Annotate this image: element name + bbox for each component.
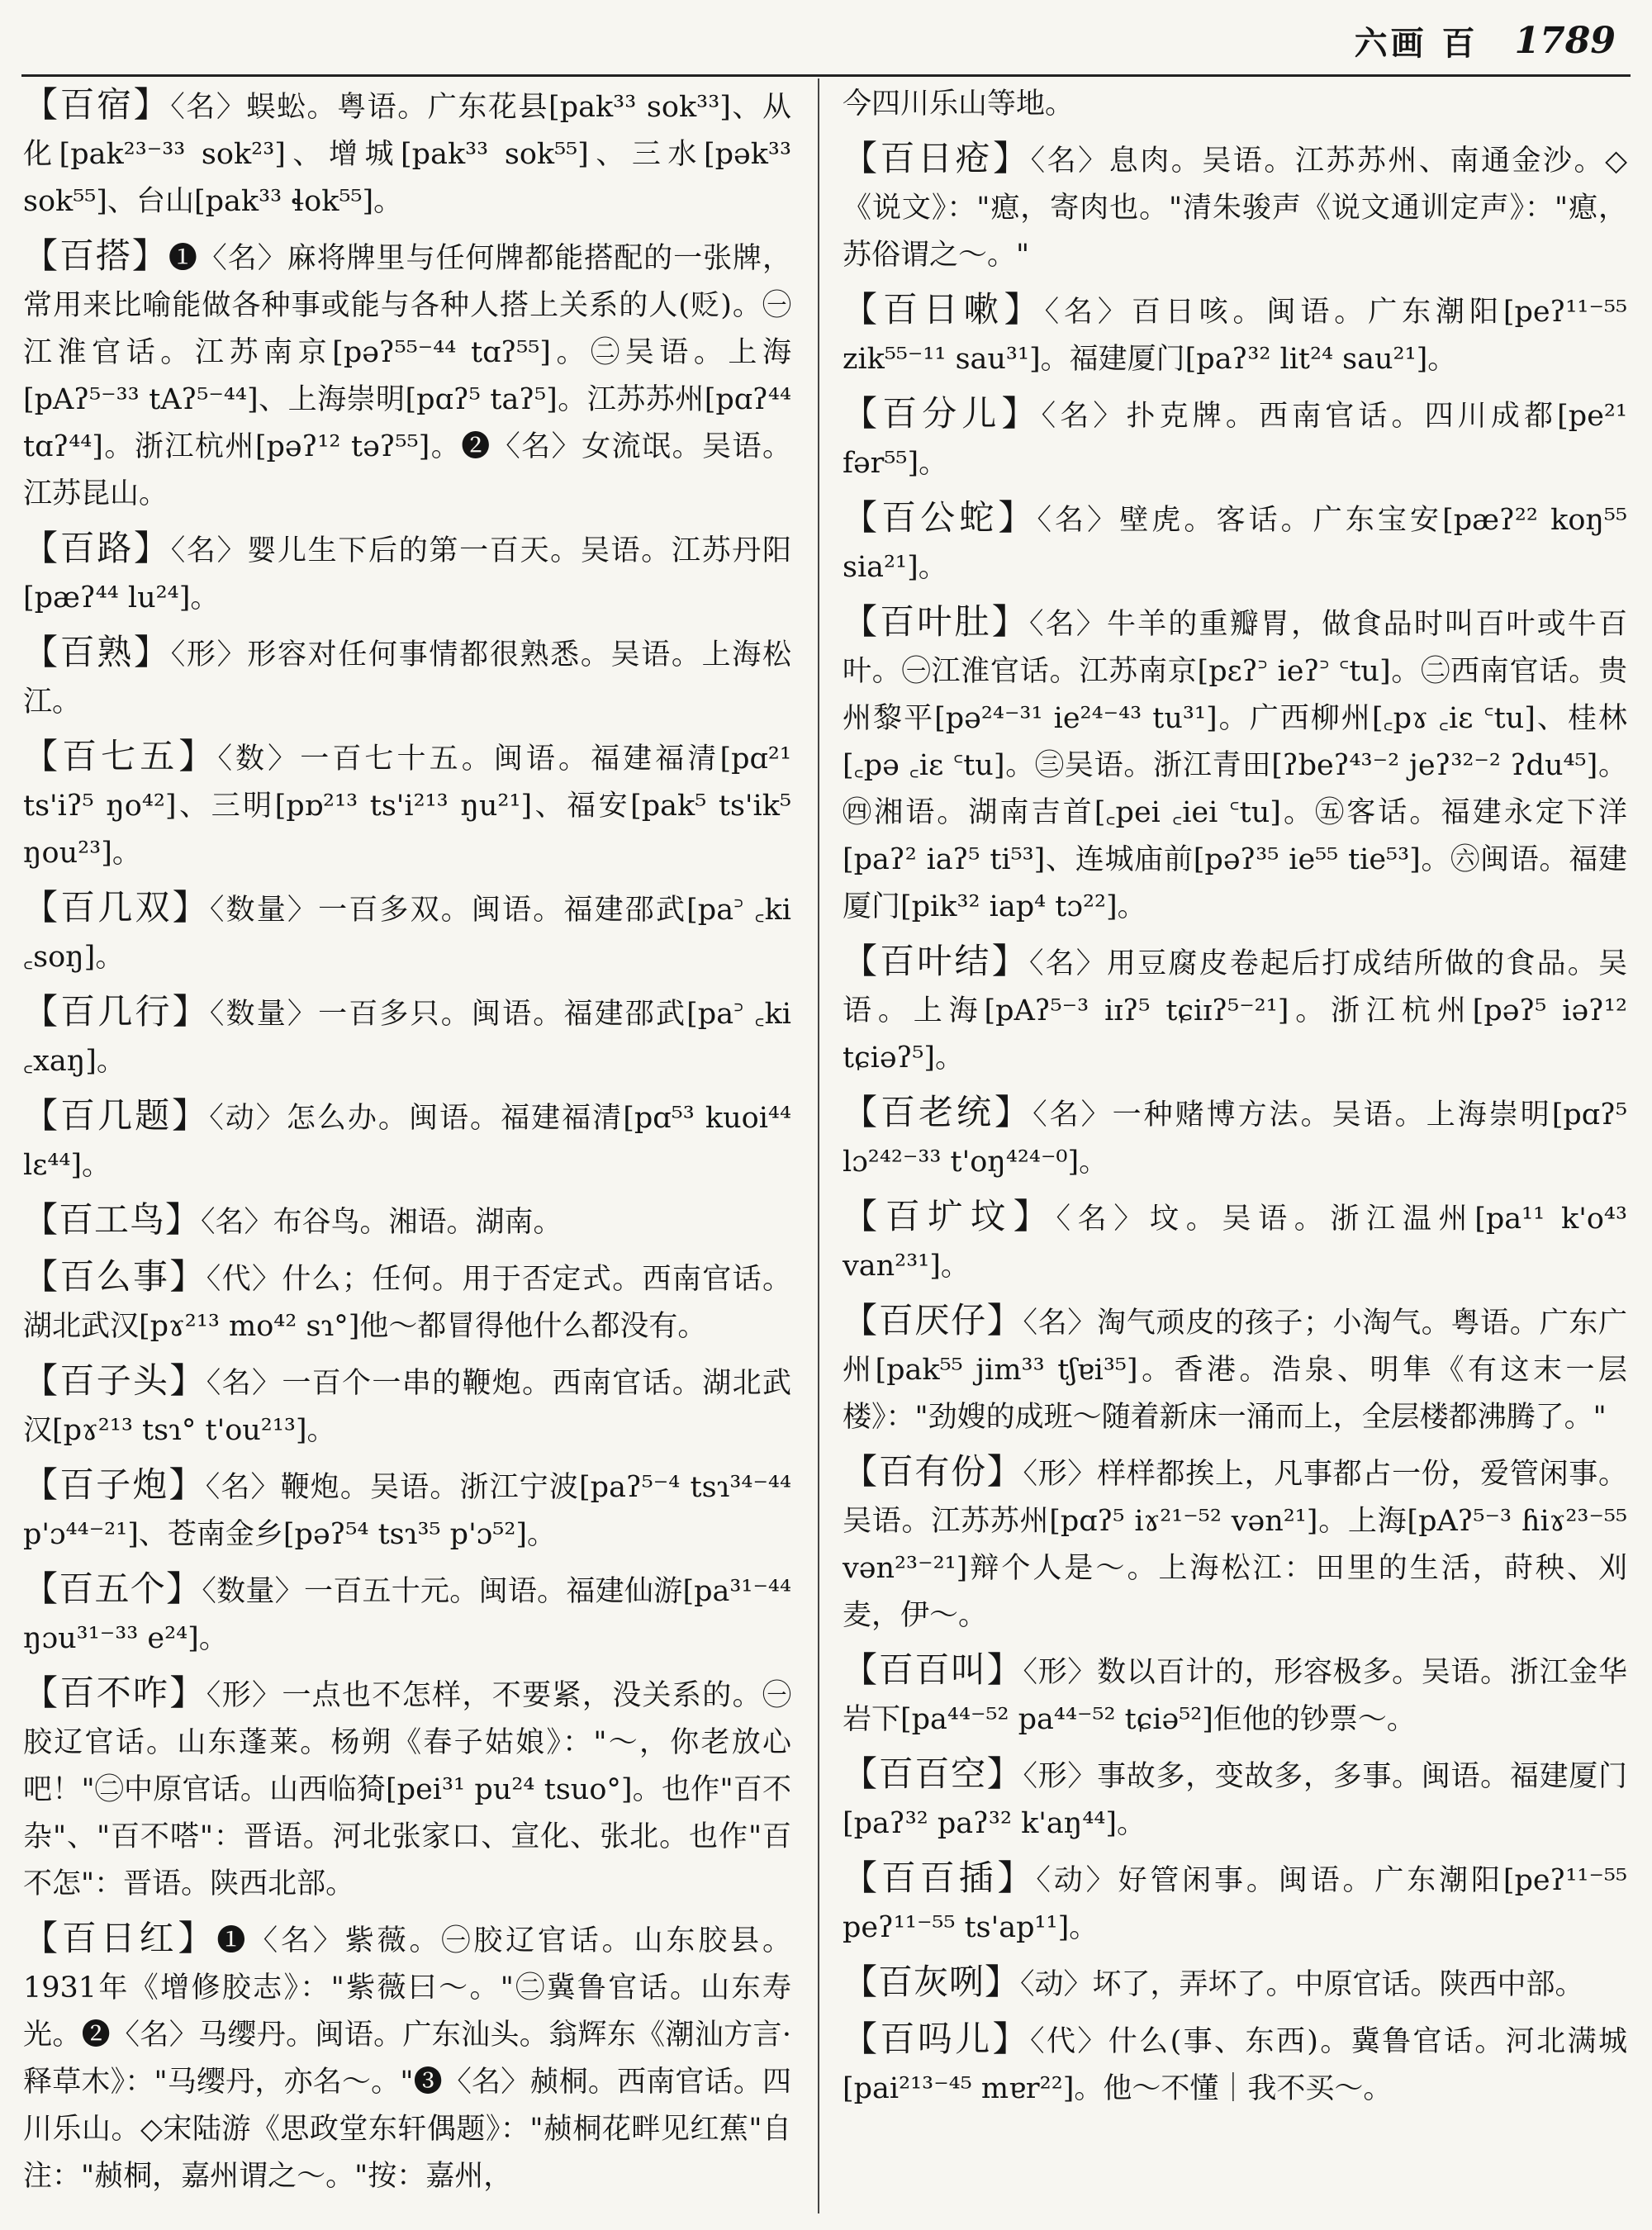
headword: 【百宿】 xyxy=(23,84,171,125)
page-header xyxy=(1355,12,1616,69)
definition: 〈名〉百日咳。闽语。广东潮阳[peʔ¹¹⁻⁵⁵ zik⁵⁵⁻¹¹ sau³¹]。福建厦门[paʔ³² lit²⁴ sau²¹]。 xyxy=(843,296,1627,376)
entry xyxy=(843,1854,1627,1952)
headword: 【百不咋】 xyxy=(23,1672,206,1713)
headword: 【百么事】 xyxy=(23,1256,206,1297)
definition: 〈数量〉一百五十元。闽语。福建仙游[pa³¹⁻⁴⁴ ŋɔu³¹⁻³³ e²⁴]。 xyxy=(23,1575,791,1655)
headword: 【百日红】 xyxy=(23,1918,217,1958)
entry xyxy=(843,1958,1627,2009)
entry xyxy=(843,1750,1627,1848)
headword: 【百日嗽】 xyxy=(843,289,1045,330)
definition: 〈名〉一百个一串的鞭炮。西南官话。湖北武汉[pɤ²¹³ tsɿ° t'ou²¹³]。 xyxy=(23,1367,791,1447)
entry xyxy=(843,598,1627,931)
headword: 【百工鸟】 xyxy=(23,1199,202,1240)
right-column xyxy=(843,81,1627,2119)
entry xyxy=(23,1253,791,1350)
left-column xyxy=(23,81,791,2207)
definition: 〈形〉一点也不怎样，不要紧，没关系的。㊀胶辽官话。山东蓬莱。杨朔《春子姑娘》："～，你老放心吧！"㊁中原官话。山西临猗[pei³¹ pu²⁴ tsuo°]。也作"百不杂"、"百不嗒"：晋语。河北张家口、宣化、张北。也作"百不怎"：晋语。陕西北部。 xyxy=(23,1679,791,1900)
definition: 〈代〉什么；任何。用于否定式。西南官话。湖北武汉[pɤ²¹³ mo⁴² sɿ°]他～都冒得他什么都没有。 xyxy=(23,1263,791,1343)
definition: 〈数量〉一百多双。闽语。福建邵武[pa꜄ ꜀ki ꜀soŋ]。 xyxy=(23,894,791,974)
definition: 〈名〉壁虎。客话。广东宝安[pæʔ²² koŋ⁵⁵ sia²¹]。 xyxy=(843,504,1627,584)
headword: 【百公蛇】 xyxy=(843,497,1037,538)
entry xyxy=(843,390,1627,487)
entry xyxy=(23,1196,791,1246)
headword: 【百日疮】 xyxy=(843,138,1031,178)
headword: 【百有份】 xyxy=(843,1451,1023,1492)
definition: 〈名〉布谷鸟。湘语。湖南。 xyxy=(201,1206,563,1239)
entry xyxy=(23,1461,791,1559)
column-divider xyxy=(818,78,819,2213)
entry xyxy=(23,1669,791,1908)
definition: 〈形〉数以百计的，形容极多。吴语。浙江金华岩下[pa⁴⁴⁻⁵² pa⁴⁴⁻⁵² tɕiə⁵²]佢他的钞票～。 xyxy=(843,1656,1627,1736)
definition: 今四川乐山等地。 xyxy=(843,88,1075,121)
headword: 【百叶结】 xyxy=(843,941,1029,981)
headword: 【百几双】 xyxy=(23,887,210,928)
entry xyxy=(843,286,1627,383)
entry xyxy=(23,1914,791,2200)
headword: 【百搭】 xyxy=(23,235,169,276)
entry xyxy=(23,1092,791,1189)
page-number: 1789 xyxy=(1514,19,1616,62)
definition: 〈名〉坟。吴语。浙江温州[pa¹¹ k'o⁴³ van²³¹]。 xyxy=(843,1203,1627,1283)
definition: 〈名〉一种赌博方法。吴语。上海崇明[pɑʔ⁵ lɔ²⁴²⁻³³ t'oŋ⁴²⁴⁻⁰]。 xyxy=(843,1098,1627,1179)
headword: 【百五个】 xyxy=(23,1568,202,1609)
definition: 〈动〉坏了，弄坏了。中原官话。陕西中部。 xyxy=(1020,1968,1584,2001)
definition: 〈数量〉一百多只。闽语。福建邵武[pa꜄ ꜀ki ꜀xaŋ]。 xyxy=(23,998,791,1078)
headword: 【百路】 xyxy=(23,528,171,568)
headword: 【百分儿】 xyxy=(843,393,1042,434)
definition: ❶〈名〉麻将牌里与任何牌都能搭配的一张牌，常用来比喻能做各种事或能与各种人搭上关系的人(贬)。㊀江淮官话。江苏南京[pəʔ⁵⁵⁻⁴⁴ tɑʔ⁵⁵]。㊁吴语。上海[pAʔ⁵⁻³³ tAʔ⁵⁻⁴⁴]、上海崇明[pɑʔ⁵ taʔ⁵]。江苏苏州[pɑʔ⁴⁴ tɑʔ⁴⁴]。浙江杭州[pəʔ¹² təʔ⁵⁵]。❷〈名〉女流氓。吴语。江苏昆山。 xyxy=(23,242,791,510)
headword: 【百百空】 xyxy=(843,1753,1023,1794)
headword: 【百七五】 xyxy=(23,736,218,776)
headword: 【百子炮】 xyxy=(23,1464,206,1505)
headword: 【百叶肚】 xyxy=(843,601,1029,642)
definition: 〈名〉蜈蚣。粤语。广东花县[pak³³ sok³³]、从化[pak²³⁻³³ sok²³]、增城[pak³³ sok⁵⁵]、三水[pək³³ sok⁵⁵]、台山[pak³³ ɬok⁵⁵]。 xyxy=(23,91,791,218)
entry xyxy=(23,232,791,518)
entry xyxy=(23,524,791,622)
headword: 【百吗儿】 xyxy=(843,2019,1031,2059)
definition: ❶〈名〉紫薇。㊀胶辽官话。山东胶县。1931年《增修胶志》："紫薇曰～。"㊁冀鲁官话。山东寿光。❷〈名〉马缨丹。闽语。广东汕头。翁辉东《潮汕方言·释草木》："马缨丹，亦名～。"❸〈名〉赪桐。西南官话。四川乐山。◇宋陆游《思政堂东轩偶题》："赪桐花畔见红蕉"自注："赪桐，嘉州谓之～。"按：嘉州， xyxy=(23,1924,791,2193)
entry xyxy=(23,1357,791,1454)
definition: 〈数〉一百七十五。闽语。福建福清[pɑ²¹ ts'iʔ⁵ ŋo⁴²]、三明[pɒ²¹³ ts'i²¹³ ŋu²¹]、福安[pak⁵ ts'ik⁵ ŋou²³]。 xyxy=(23,743,791,870)
entry xyxy=(23,733,791,877)
definition: 〈形〉事故多，变故多，多事。闽语。福建厦门[paʔ³² paʔ³² k'aŋ⁴⁴]。 xyxy=(843,1760,1627,1840)
headword: 【百老统】 xyxy=(843,1092,1033,1132)
definition: 〈名〉扑克牌。西南官话。四川成都[pe²¹ fər⁵⁵]。 xyxy=(843,400,1627,480)
definition: 〈动〉怎么办。闽语。福建福清[pɑ⁵³ kuoi⁴⁴ lɛ⁴⁴]。 xyxy=(23,1102,791,1182)
entry xyxy=(843,1646,1627,1744)
entry xyxy=(843,1448,1627,1639)
definition: 〈名〉用豆腐皮卷起后打成结所做的食品。吴语。上海[pAʔ⁵⁻³ iɪʔ⁵ tɕiɪʔ⁵⁻²¹]。浙江杭州[pəʔ⁵ iəʔ¹² tɕiəʔ⁵]。 xyxy=(843,947,1627,1075)
entry xyxy=(843,937,1627,1082)
entry xyxy=(843,1089,1627,1186)
headword: 【百几题】 xyxy=(23,1095,210,1136)
headword: 【百百叫】 xyxy=(843,1649,1023,1690)
entry xyxy=(23,629,791,726)
definition: 〈动〉好管闲事。闽语。广东潮阳[peʔ¹¹⁻⁵⁵ peʔ¹¹⁻⁵⁵ ts'ap¹¹]。 xyxy=(843,1864,1627,1944)
headword: 【百灰咧】 xyxy=(843,1962,1021,2002)
headword: 【百子头】 xyxy=(23,1360,206,1401)
headword: 【百几行】 xyxy=(23,991,210,1032)
entry-continuation xyxy=(843,81,1627,128)
entry xyxy=(843,2015,1627,2113)
definition: 〈形〉形容对任何事情都很熟悉。吴语。上海松江。 xyxy=(23,638,791,719)
header-rule xyxy=(21,74,1631,77)
entry xyxy=(843,1193,1627,1290)
entry xyxy=(23,81,791,225)
definition: 〈形〉样样都挨上，凡事都占一份，爱管闲事。吴语。江苏苏州[pɑʔ⁵ iɤ²¹⁻⁵² vən²¹]。上海[pAʔ⁵⁻³ ɦiɤ²³⁻⁵⁵ vən²³⁻²¹]辩个人是～。上海松江：田里的生活，莳秧、刈麦，伊～。 xyxy=(843,1458,1627,1632)
headword: 【百圹坟】 xyxy=(843,1196,1056,1236)
headword: 【百熟】 xyxy=(23,632,171,672)
definition: 〈名〉牛羊的重瓣胃，做食品时叫百叶或牛百叶。㊀江淮官话。江苏南京[pɛʔ꜄ ieʔ꜄ ꜂tu]。㊁西南官话。贵州黎平[pə²⁴⁻³¹ ie²⁴⁻⁴³ tu³¹]。广西柳州[꜀pɤ ꜀iɛ ꜂tu]、桂林[꜀pə ꜀iɛ ꜂tu]。㊂吴语。浙江青田[ʔbeʔ⁴³⁻² jeʔ³²⁻² ʔdu⁴⁵]。㊃湘语。湖南吉首[꜀pei ꜀iei ꜂tu]。㊄客话。福建永定下洋[paʔ² iaʔ⁵ ti⁵³]、连城庙前[pəʔ³⁵ ie⁵⁵ tie⁵³]。㊅闽语。福建厦门[pik³² iap⁴ tɔ²²]。 xyxy=(843,608,1627,923)
headword: 【百厌仔】 xyxy=(843,1300,1023,1340)
definition: 〈代〉什么(事、东西)。冀鲁官话。河北满城[pai²¹³⁻⁴⁵ mɐr²²]。他～不懂｜我不买～。 xyxy=(843,2025,1627,2105)
definition: 〈名〉鞭炮。吴语。浙江宁波[paʔ⁵⁻⁴ tsɿ³⁴⁻⁴⁴ p'ɔ⁴⁴⁻²¹]、苍南金乡[pəʔ⁵⁴ tsɿ³⁵ p'ɔ⁵²]。 xyxy=(23,1471,791,1551)
entry xyxy=(843,494,1627,591)
entry xyxy=(23,884,791,981)
entry xyxy=(843,1297,1627,1441)
definition: 〈名〉婴儿生下后的第一百天。吴语。江苏丹阳[pæʔ⁴⁴ lu²⁴]。 xyxy=(23,534,791,614)
section-title: 六画 百 xyxy=(1354,23,1479,63)
entry xyxy=(23,1565,791,1663)
entry xyxy=(23,988,791,1085)
headword: 【百百插】 xyxy=(843,1858,1037,1898)
entry xyxy=(843,135,1627,279)
definition: 〈名〉淘气顽皮的孩子；小淘气。粤语。广东广州[pak⁵⁵ jim³³ tʃɐi³⁵]。香港。浩泉、明隼《有这末一层楼》："劲嫂的成班～随着新床一涌而上，全层楼都沸腾了。" xyxy=(843,1307,1627,1434)
definition: 〈名〉息肉。吴语。江苏苏州、南通金沙。◇《说文》："瘜，寄肉也。"清朱骏声《说文通训定声》："瘜，苏俗谓之～。" xyxy=(843,145,1627,272)
